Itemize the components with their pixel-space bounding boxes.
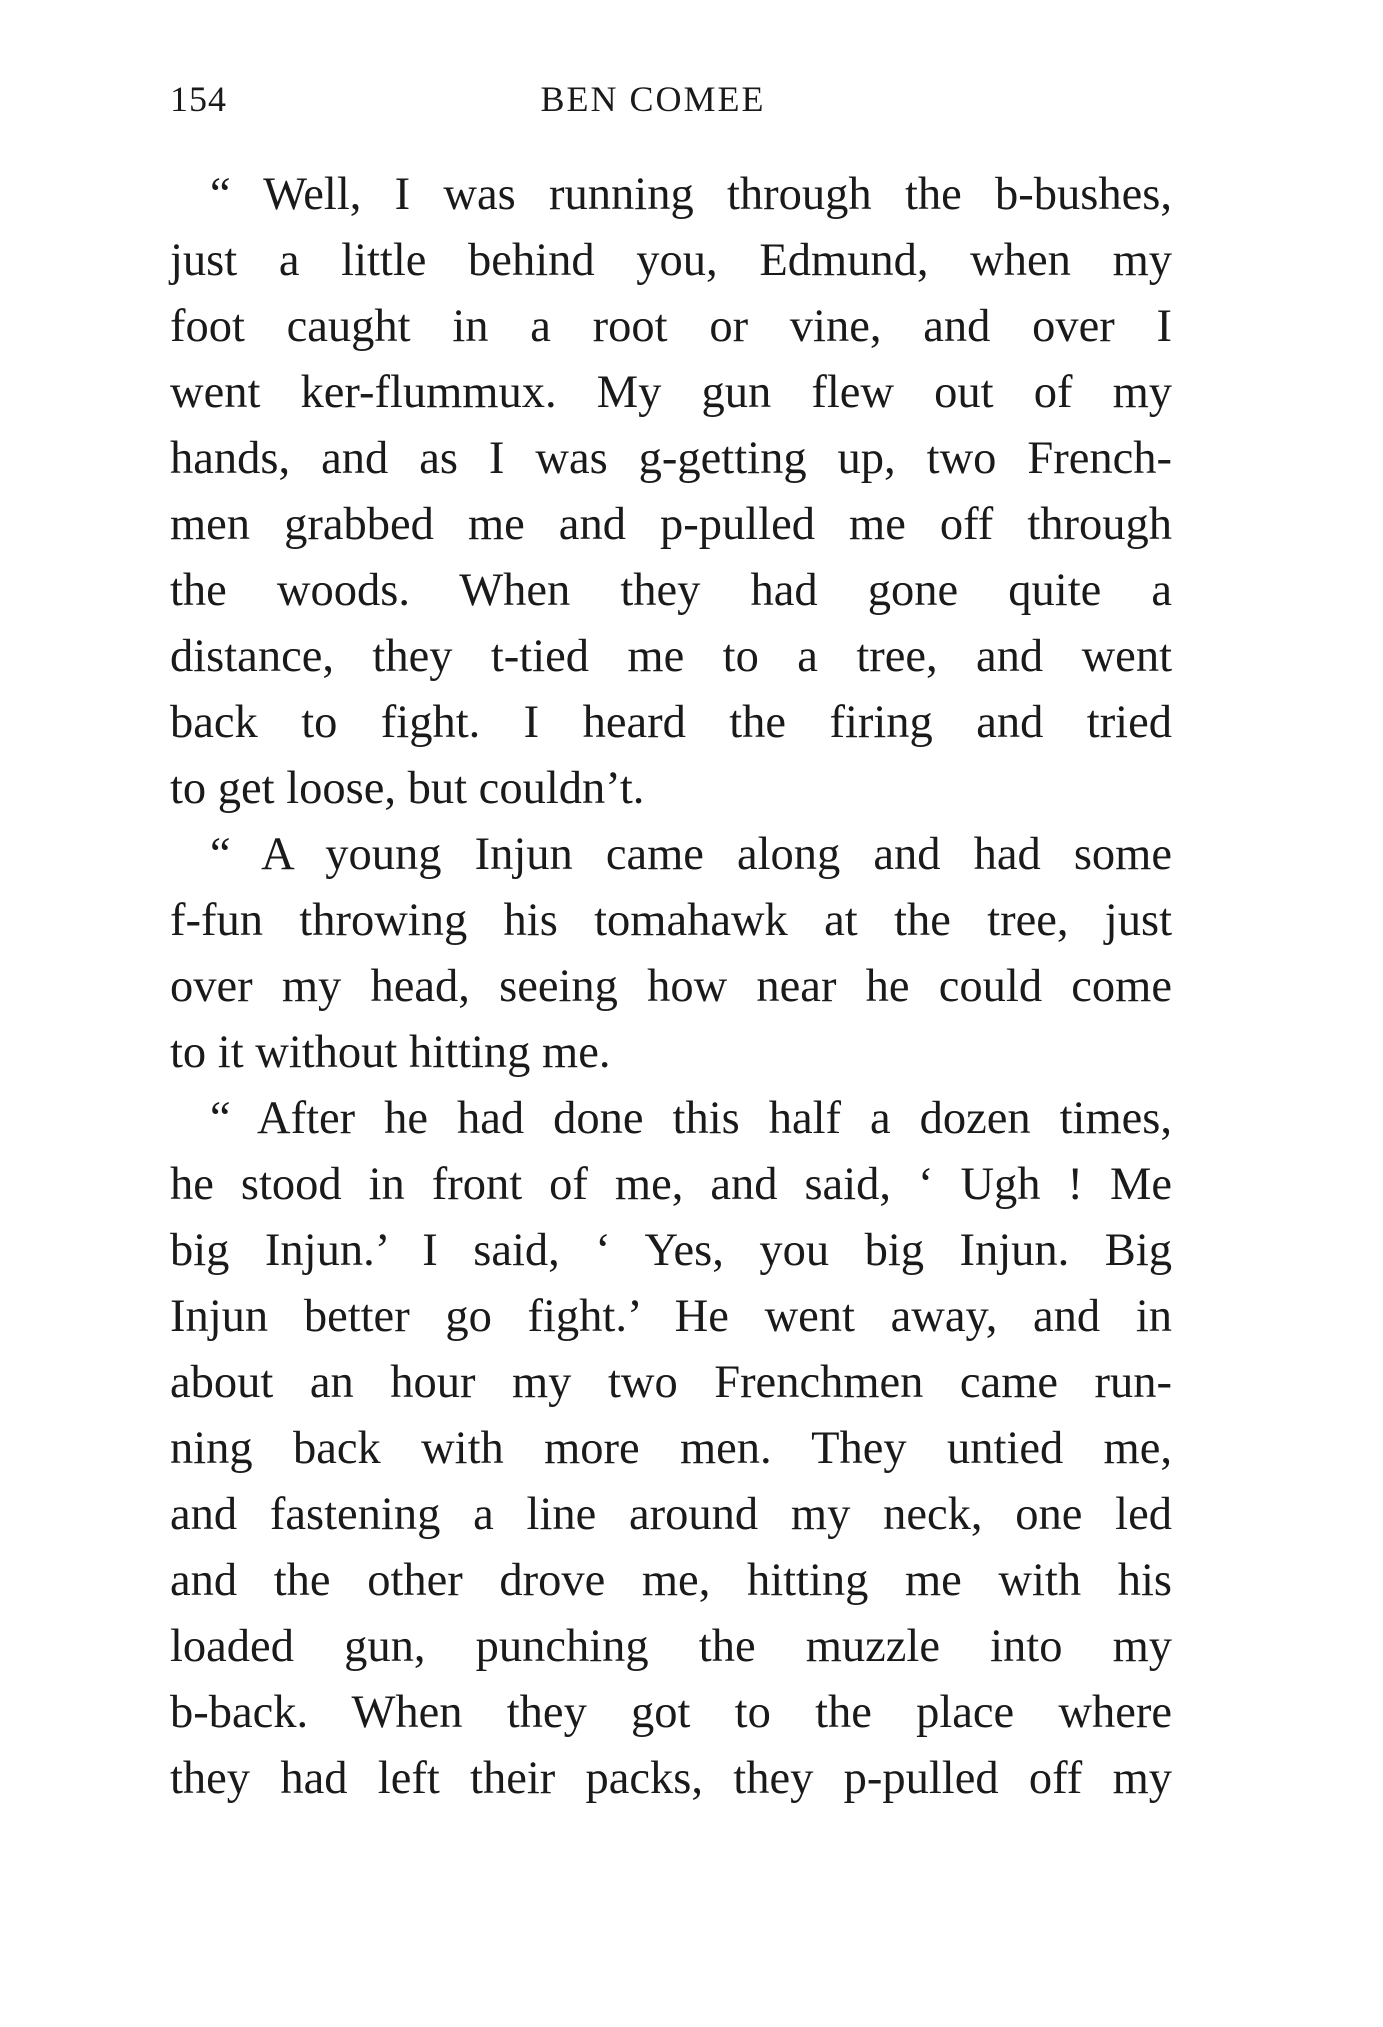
text-line: loaded gun, punching the muzzle into my <box>170 1621 1172 1672</box>
text-line: “ After he had done this half a dozen times, <box>210 1093 1172 1144</box>
text-line: the woods. When they had gone quite a <box>170 565 1172 616</box>
text-line: distance, they t-tied me to a tree, and went <box>170 631 1172 682</box>
page-header <box>170 78 1172 134</box>
text-line: big Injun.’ I said, ‘ Yes, you big Injun. Big <box>170 1225 1172 1276</box>
text-line: b-back. When they got to the place where <box>170 1687 1172 1738</box>
text-line: and fastening a line around my neck, one led <box>170 1489 1172 1540</box>
running-title: BEN COMEE <box>540 79 766 119</box>
text-line: to get loose, but couldn’t. <box>170 763 645 814</box>
text-line: back to fight. I heard the firing and tried <box>170 697 1172 748</box>
text-line: ning back with more men. They untied me, <box>170 1423 1172 1474</box>
text-line: men grabbed me and p-pulled me off through <box>170 499 1172 550</box>
text-line: to it without hitting me. <box>170 1027 611 1078</box>
text-line: and the other drove me, hitting me with his <box>170 1555 1172 1606</box>
text-line: “ A young Injun came along and had some <box>210 829 1172 880</box>
text-line: foot caught in a root or vine, and over I <box>170 301 1172 352</box>
text-line: just a little behind you, Edmund, when my <box>170 235 1172 286</box>
text-line: f-fun throwing his tomahawk at the tree, just <box>170 895 1172 946</box>
page-number: 154 <box>170 79 227 119</box>
text-line: went ker-flummux. My gun flew out of my <box>170 367 1172 418</box>
text-line: hands, and as I was g-getting up, two French- <box>170 433 1172 484</box>
text-line: “ Well, I was running through the b-bushes, <box>210 169 1172 220</box>
text-line: Injun better go fight.’ He went away, and in <box>170 1291 1172 1342</box>
text-line: they had left their packs, they p-pulled off my <box>170 1753 1172 1804</box>
text-line: he stood in front of me, and said, ‘ Ugh ! Me <box>170 1159 1172 1210</box>
text-line: about an hour my two Frenchmen came run- <box>170 1357 1172 1408</box>
page-body-text <box>170 162 1172 1812</box>
text-line: over my head, seeing how near he could come <box>170 961 1172 1012</box>
